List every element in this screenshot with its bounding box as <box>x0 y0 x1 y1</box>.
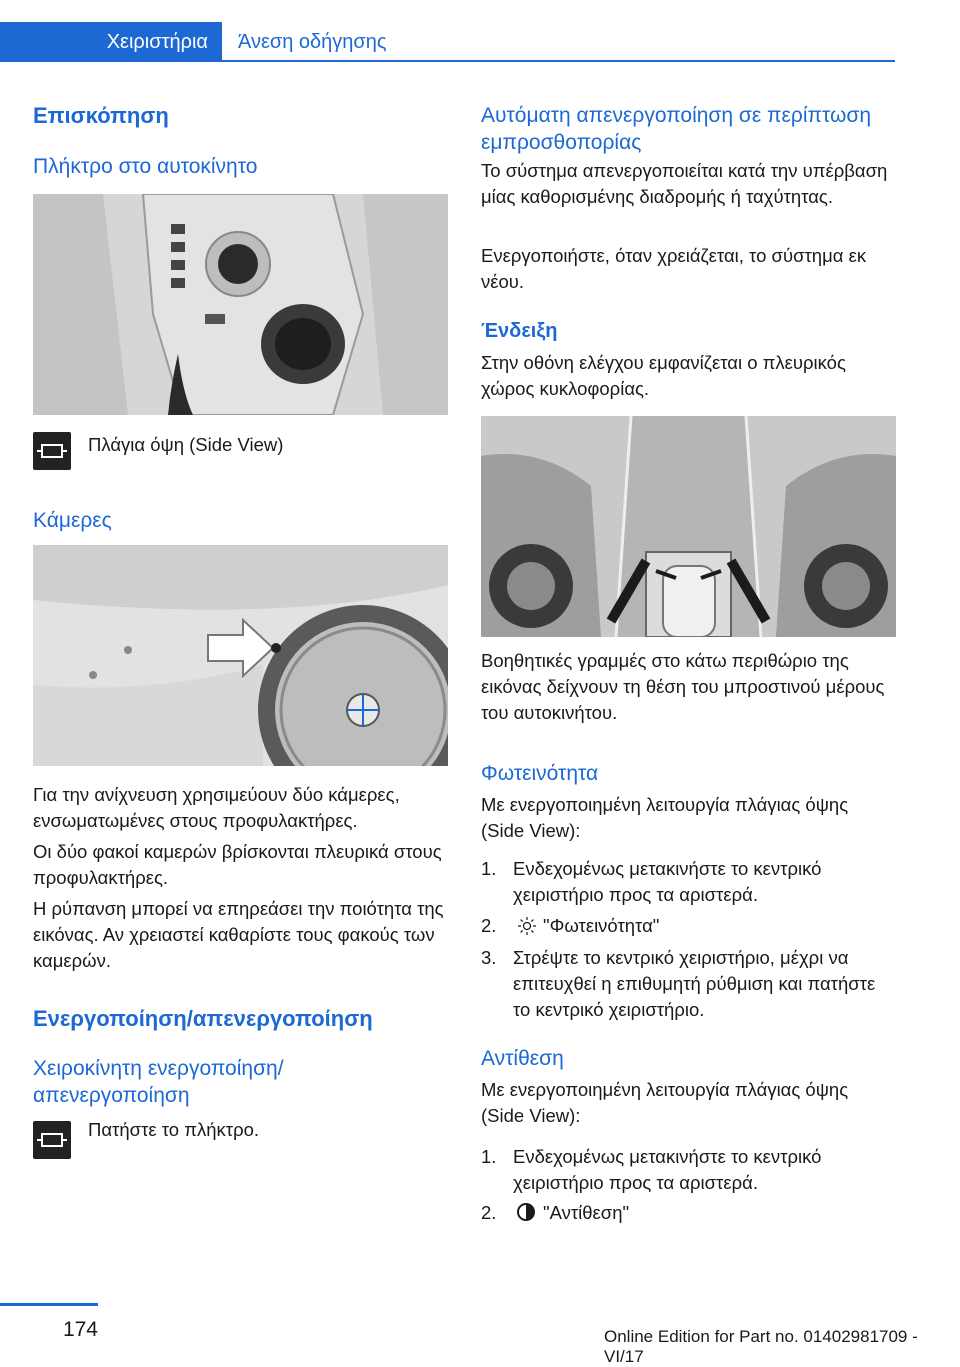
heading-cameras: Κάμερες <box>33 509 112 532</box>
center-console-image <box>33 194 448 415</box>
brightness-step-3-num: 3. <box>481 947 497 968</box>
press-button-text: Πατήστε το πλήκτρο. <box>88 1119 260 1140</box>
page-number: 174 <box>62 1318 98 1341</box>
brightness-step-2-text: "Φωτεινότητα" <box>543 915 660 936</box>
contrast-icon <box>516 1202 536 1222</box>
bumper-camera-image <box>33 545 448 766</box>
heading-display: Ένδειξη <box>481 320 558 342</box>
brightness-step-1-num: 1. <box>481 858 497 879</box>
auto-paragraph-1: Το σύστημα απενεργοποιείται κατά την υπέρβαση μίας καθορισμένης διαδρομής ή ταχύτητας. <box>481 160 888 207</box>
page-number-rule <box>0 1303 98 1306</box>
contrast-step-1-num: 1. <box>481 1146 497 1167</box>
page-header <box>0 0 960 64</box>
contrast-step-2-text: "Αντίθεση" <box>543 1202 630 1223</box>
cameras-paragraph-1: Για την ανίχνευση χρησιμεύουν δύο κάμερες, ενσωματωμένες στους προφυλακτήρες. <box>33 784 400 831</box>
side-view-label: Πλάγια όψη (Side View) <box>88 434 284 455</box>
contrast-intro: Με ενεργοποιημένη λειτουργία πλάγιας όψης (Side View): <box>481 1079 849 1126</box>
display-paragraph-2: Βοηθητικές γραμμές στο κάτω περιθώριο της εικόνας δείχνουν τη θέση του μπροστινού μέρους του αυτοκινήτου. <box>481 650 885 723</box>
brightness-step-2-num: 2. <box>481 915 497 936</box>
brightness-step-3-text: Στρέψτε το κεντρικό χειριστήριο, μέχρι να επιτευχθεί η επιθυμητή ρύθμιση και πατήστε το κεντρικό χειριστήριο. <box>513 947 876 1020</box>
heading-overview: Επισκόπηση <box>33 103 169 128</box>
heading-brightness: Φωτεινότητα <box>481 762 599 785</box>
heading-activation: Ενεργοποίηση/απενεργοποίηση <box>33 1006 373 1031</box>
side-view-display-image <box>481 416 896 637</box>
contrast-step-1-text: Ενδεχομένως μετακινήστε το κεντρικό χειριστήριο προς τα αριστερά. <box>513 1146 822 1193</box>
sun-icon <box>517 916 537 936</box>
heading-button-in-car: Πλήκτρο στο αυτοκίνητο <box>33 155 258 178</box>
auto-paragraph-2: Ενεργοποιήστε, όταν χρειάζεται, το σύστημα εκ νέου. <box>481 245 867 292</box>
heading-contrast: Αντίθεση <box>481 1047 564 1070</box>
heading-manual-activation: Χειροκίνητη ενεργοποίηση/απενεργοποίηση <box>33 1057 284 1107</box>
display-paragraph-1: Στην οθόνη ελέγχου εμφανίζεται ο πλευρικός χώρος κυκλοφορίας. <box>481 352 846 399</box>
tab-controls[interactable]: Χειριστήρια <box>0 22 222 62</box>
heading-auto-deactivation: Αυτόματη απενεργοποίηση σε περίπτωση εμπροσθοπορίας <box>481 104 872 154</box>
side-view-button-icon-2 <box>33 1121 71 1159</box>
side-view-button-icon <box>33 432 71 470</box>
tab-driving-comfort[interactable]: Άνεση οδήγησης <box>238 31 387 53</box>
brightness-intro: Με ενεργοποιημένη λειτουργία πλάγιας όψης (Side View): <box>481 794 849 841</box>
cameras-paragraph-2: Οι δύο φακοί καμερών βρίσκονται πλευρικά στους προφυλακτήρες. <box>33 841 442 888</box>
cameras-paragraph-3: Η ρύπανση μπορεί να επηρεάσει την ποιότητα της εικόνας. Αν χρειαστεί καθαρίστε τους φακούς των καμερών. <box>33 898 444 971</box>
edition-footer: Online Edition for Part no. 01402981709 - VI/17 <box>604 1327 918 1366</box>
contrast-step-2-num: 2. <box>481 1202 497 1223</box>
brightness-step-1-text: Ενδεχομένως μετακινήστε το κεντρικό χειριστήριο προς τα αριστερά. <box>513 858 822 905</box>
header-divider <box>0 60 895 62</box>
